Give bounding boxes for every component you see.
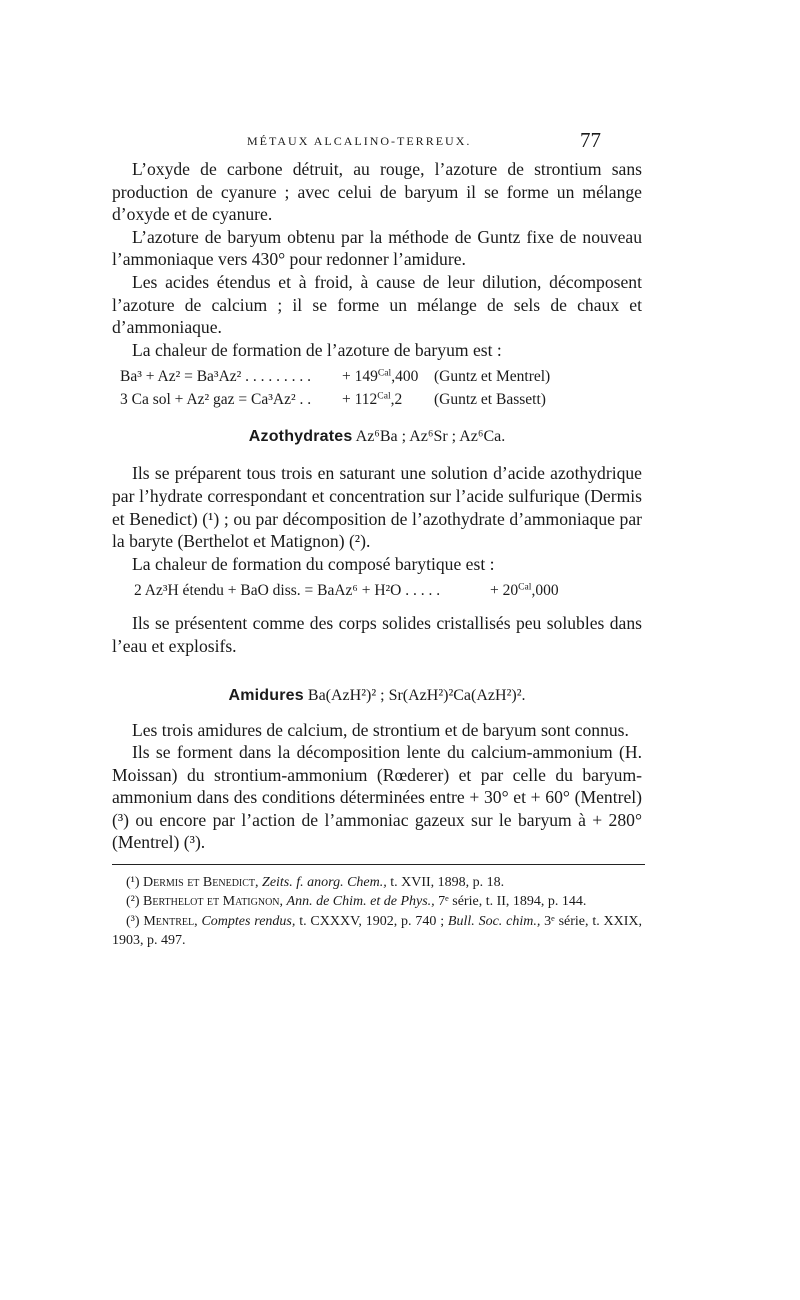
footnote: [112, 892, 642, 911]
paragraph-crystalline-solids: Ils se présentent comme des corps solides cristallisés peu solubles dans l’eau et explosifs.: [112, 613, 642, 656]
page-header: [112, 128, 642, 158]
footnote: [112, 873, 642, 892]
paragraph-amidures-formation: Ils se forment dans la décomposition lente du calcium-ammonium (H. Moissan) du strontium-ammonium (Rœderer) et par celle du baryum-ammonium dans des conditions déterminées entre + 30° et + 60° (Mentrel) (³) ou encore par l’action de l’ammoniac gazeux sur le baryum à + 280° (Mentrel) (³).: [112, 742, 642, 853]
equation-value-tail: ,400: [391, 368, 419, 386]
footnote-journal: Zeits. f. anorg. Chem.,: [262, 875, 387, 891]
equation-left: 3 Ca sol + Az² gaz = Ca³Az² . .: [120, 391, 312, 409]
footnote: [112, 912, 642, 951]
equation-value-main: + 112: [342, 391, 378, 409]
footnote-authors: Dermis et Benedict,: [143, 875, 259, 891]
equation-unit: Cal: [518, 582, 532, 594]
footnote-divider: [112, 864, 645, 865]
footnote-marker: (²): [126, 894, 140, 910]
equation-reference: (Guntz et Bassett): [434, 391, 546, 409]
section-title: Amidures: [228, 686, 304, 704]
equation-value: [342, 365, 418, 388]
section-heading-amidures: [112, 684, 642, 707]
footnote-authors: Mentrel,: [143, 913, 198, 929]
paragraph-barytic-heat-intro: La chaleur de formation du composé barytique est :: [132, 553, 495, 574]
equation-value-tail: ,000: [531, 582, 559, 600]
footnote-journal: Comptes rendus,: [201, 913, 296, 929]
equation-left: 2 Az³H étendu + BaO diss. = BaAz⁶ + H²O . . . . .: [134, 582, 441, 600]
footnote-details: t. XVII, 1898, p. 18.: [390, 875, 505, 891]
equation-value: [490, 579, 559, 602]
section-formulas: Ba(AzH²)² ; Sr(AzH²)²Ca(AzH²)².: [307, 686, 526, 704]
footnote-details: 7ᵉ série, t. II, 1894, p. 144.: [438, 894, 587, 910]
footnote-marker: (³): [126, 913, 140, 929]
equation-value: [342, 388, 402, 411]
section-formulas: Az⁶Ba ; Az⁶Sr ; Az⁶Ca.: [355, 428, 506, 446]
footnote-marker: (¹): [126, 875, 140, 891]
paragraph-barium-azide-ammonia: L’azoture de baryum obtenu par la méthode de Guntz fixe de nouveau l’ammoniaque vers 430° pour redonner l’amidure.: [112, 226, 642, 270]
footnote-journal-second: Bull. Soc. chim.,: [447, 913, 541, 929]
equation-unit: Cal: [377, 391, 391, 403]
equation-value-tail: ,2: [390, 391, 403, 409]
equation-reference: (Guntz et Mentrel): [434, 368, 551, 386]
page: [112, 128, 642, 951]
equation-row: [112, 365, 642, 388]
paragraph-heat-formation-intro: La chaleur de formation de l’azoture de baryum est :: [132, 339, 502, 360]
footnote-details-second: 3ᵉ série, t. XXIX, 1903, p. 497.: [112, 913, 643, 949]
equation-unit: Cal: [377, 368, 392, 380]
equation-left: Ba³ + Az² = Ba³Az² . . . . . . . . .: [120, 368, 312, 386]
paragraph-amidures-known: Les trois amidures de calcium, de strontium et de baryum sont connus.: [132, 719, 629, 740]
paragraph-dilute-acids: Les acides étendus et à froid, à cause de leur dilution, décomposent l’azoture de calcium ; il se forme un mélange de sels de chaux et d’ammoniaque.: [112, 271, 642, 338]
section-heading-azothydrates: [112, 425, 642, 448]
equation-value-main: + 149: [342, 368, 378, 386]
section-title: Azothydrates: [248, 428, 353, 446]
equation-value-main: + 20: [490, 582, 519, 600]
paragraph-azothydrate-preparation: Ils se préparent tous trois en saturant une solution d’acide azothydrique par l’hydrate correspondant et concentration sur l’acide sulfurique (Dermis et Benedict) (¹) ; ou par décomposition de l’azothydrate d’ammoniaque par la baryte (Berthelot et Matignon) (²).: [112, 463, 642, 552]
running-title: MÉTAUX ALCALINO-TERREUX.: [247, 134, 472, 148]
equation-row: [112, 388, 642, 411]
page-number: 77: [580, 128, 601, 152]
footnote-details: t. CXXXV, 1902, p. 740 ;: [299, 913, 445, 929]
paragraph-carbon-monoxide: L’oxyde de carbone détruit, au rouge, l’azoture de strontium sans production de cyanure ; avec celui de baryum il se forme un mélange d’oxyde et de cyanure.: [112, 159, 642, 225]
equation-row: [112, 579, 642, 602]
footnote-journal: Ann. de Chim. et de Phys.,: [286, 894, 435, 910]
footnote-authors: Berthelot et Matignon,: [143, 894, 284, 910]
